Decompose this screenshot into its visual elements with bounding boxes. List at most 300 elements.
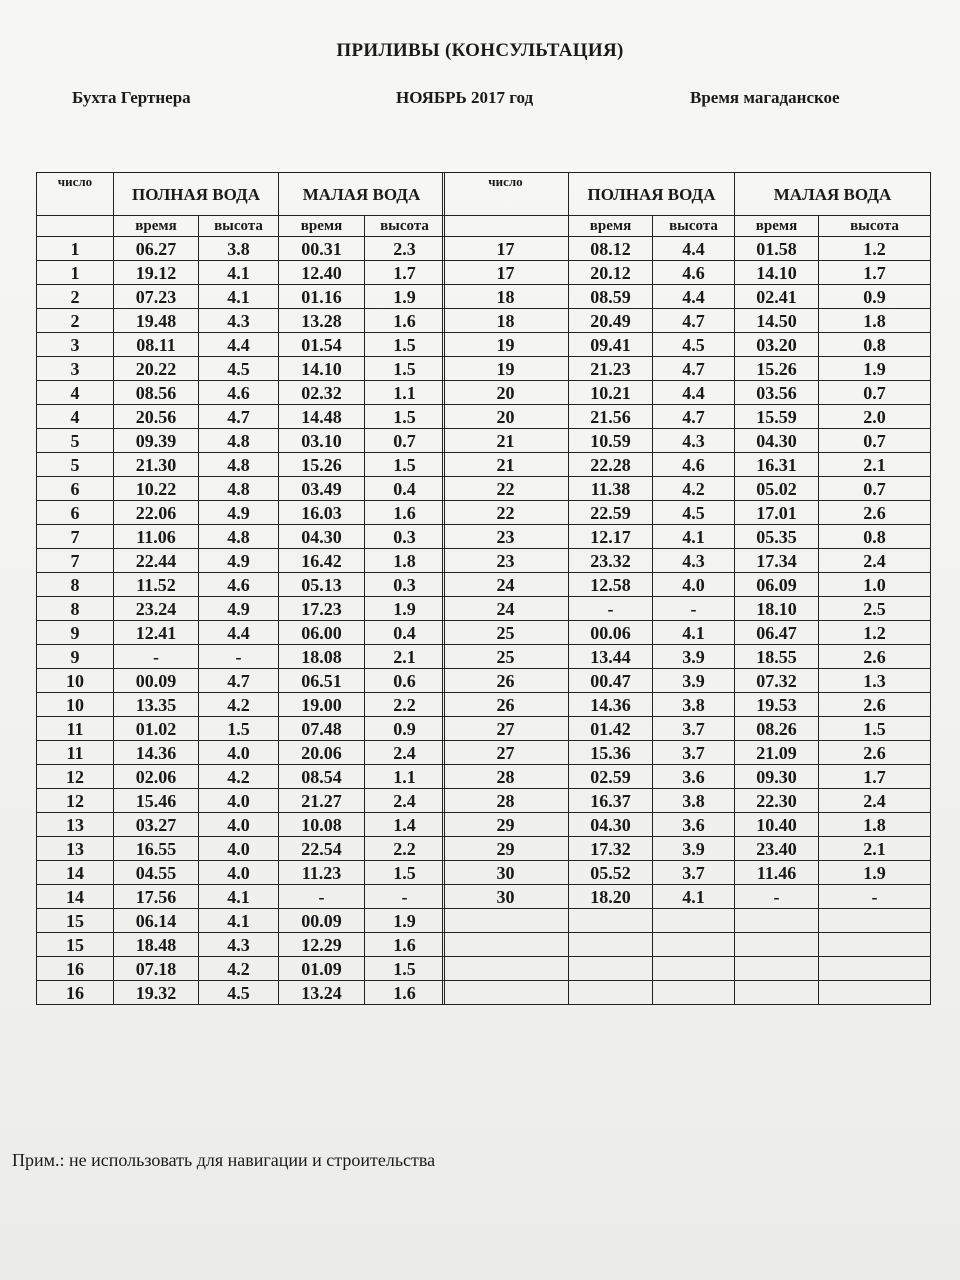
- low-time-cell: 19.53: [735, 693, 819, 717]
- table-row: [37, 837, 445, 861]
- low-time-cell: 06.47: [735, 621, 819, 645]
- low-time-cell: 08.54: [279, 765, 365, 789]
- high-height-cell: 4.0: [199, 861, 279, 885]
- day-cell: 10: [37, 693, 114, 717]
- day-cell: 3: [37, 357, 114, 381]
- day-cell: 9: [37, 621, 114, 645]
- low-height-cell: 2.0: [819, 405, 931, 429]
- table-row: [37, 525, 445, 549]
- low-time-cell: [735, 933, 819, 957]
- day-cell: [443, 933, 569, 957]
- table-row: [443, 813, 931, 837]
- high-time-cell: 20.49: [569, 309, 653, 333]
- low-height-cell: 1.6: [365, 933, 445, 957]
- day-cell: 6: [37, 477, 114, 501]
- timezone-label: Время магаданское: [690, 88, 840, 107]
- high-height-cell: 4.4: [199, 333, 279, 357]
- day-cell: 6: [37, 501, 114, 525]
- high-height-cell: 4.1: [653, 885, 735, 909]
- low-time-header: время: [279, 216, 365, 237]
- day-cell: 24: [443, 573, 569, 597]
- high-height-cell: [653, 933, 735, 957]
- period-label: НОЯБРЬ 2017 год: [396, 88, 534, 107]
- high-time-cell: 09.41: [569, 333, 653, 357]
- high-time-header: время: [569, 216, 653, 237]
- low-height-cell: 1.6: [365, 501, 445, 525]
- table-row: [443, 717, 931, 741]
- table-row: [37, 261, 445, 285]
- day-cell: 16: [37, 981, 114, 1005]
- low-height-cell: -: [819, 885, 931, 909]
- day-subheader: [37, 216, 114, 237]
- low-time-cell: 10.40: [735, 813, 819, 837]
- low-time-cell: 01.09: [279, 957, 365, 981]
- low-height-cell: 2.4: [365, 789, 445, 813]
- low-time-cell: 18.10: [735, 597, 819, 621]
- high-height-cell: 3.7: [653, 741, 735, 765]
- day-cell: 30: [443, 885, 569, 909]
- high-height-cell: [653, 909, 735, 933]
- day-cell: [443, 981, 569, 1005]
- low-time-cell: 07.32: [735, 669, 819, 693]
- high-water-header: ПОЛНАЯ ВОДА: [569, 173, 735, 216]
- high-time-cell: 00.06: [569, 621, 653, 645]
- high-height-cell: -: [199, 645, 279, 669]
- low-time-cell: 14.50: [735, 309, 819, 333]
- high-time-cell: 05.52: [569, 861, 653, 885]
- day-cell: [443, 909, 569, 933]
- low-height-cell: 1.5: [365, 957, 445, 981]
- table-row: [443, 525, 931, 549]
- high-height-cell: 4.8: [199, 525, 279, 549]
- table-row: [443, 645, 931, 669]
- high-time-cell: 08.11: [114, 333, 199, 357]
- table-row: [37, 741, 445, 765]
- high-height-cell: 4.0: [199, 741, 279, 765]
- high-time-header: время: [114, 216, 199, 237]
- high-height-cell: 4.1: [653, 621, 735, 645]
- low-time-cell: 04.30: [735, 429, 819, 453]
- day-cell: 11: [37, 717, 114, 741]
- day-cell: 25: [443, 621, 569, 645]
- high-time-cell: [569, 957, 653, 981]
- high-height-cell: 4.5: [653, 333, 735, 357]
- table-row: [443, 477, 931, 501]
- low-height-cell: 1.8: [819, 309, 931, 333]
- high-time-cell: 20.22: [114, 357, 199, 381]
- high-height-cell: 4.2: [199, 957, 279, 981]
- day-cell: 1: [37, 261, 114, 285]
- day-cell: 2: [37, 285, 114, 309]
- day-cell: 20: [443, 381, 569, 405]
- day-cell: 17: [443, 237, 569, 261]
- low-height-cell: 1.7: [365, 261, 445, 285]
- low-height-cell: 2.3: [365, 237, 445, 261]
- low-time-cell: [735, 909, 819, 933]
- day-cell: 13: [37, 837, 114, 861]
- table-row: [37, 909, 445, 933]
- low-time-cell: 16.42: [279, 549, 365, 573]
- table-row: [37, 981, 445, 1005]
- day-cell: 4: [37, 381, 114, 405]
- low-height-cell: 1.9: [819, 357, 931, 381]
- low-height-cell: 2.4: [819, 549, 931, 573]
- low-time-cell: 06.00: [279, 621, 365, 645]
- table-row: [37, 789, 445, 813]
- high-time-cell: 07.18: [114, 957, 199, 981]
- high-height-cell: 4.0: [653, 573, 735, 597]
- low-height-cell: 1.9: [365, 909, 445, 933]
- day-cell: 28: [443, 789, 569, 813]
- low-height-cell: 1.5: [365, 333, 445, 357]
- table-row: [37, 861, 445, 885]
- high-time-cell: 08.59: [569, 285, 653, 309]
- low-height-cell: 0.6: [365, 669, 445, 693]
- high-time-cell: 10.21: [569, 381, 653, 405]
- low-height-cell: 1.2: [819, 621, 931, 645]
- high-height-cell: 4.9: [199, 549, 279, 573]
- high-height-cell: 3.9: [653, 837, 735, 861]
- low-height-cell: 1.6: [365, 309, 445, 333]
- low-height-cell: 0.3: [365, 573, 445, 597]
- low-height-cell: 2.2: [365, 693, 445, 717]
- low-time-cell: 03.56: [735, 381, 819, 405]
- low-time-cell: 15.26: [735, 357, 819, 381]
- high-height-cell: 4.1: [199, 909, 279, 933]
- high-time-cell: 12.41: [114, 621, 199, 645]
- low-height-cell: 1.1: [365, 381, 445, 405]
- high-height-cell: 4.6: [199, 381, 279, 405]
- low-height-cell: 0.7: [365, 429, 445, 453]
- low-time-cell: 03.20: [735, 333, 819, 357]
- low-height-cell: [819, 933, 931, 957]
- low-time-cell: 22.54: [279, 837, 365, 861]
- low-height-cell: 0.4: [365, 621, 445, 645]
- table-row: [443, 789, 931, 813]
- low-time-cell: 13.24: [279, 981, 365, 1005]
- high-time-cell: 22.28: [569, 453, 653, 477]
- high-time-cell: 14.36: [569, 693, 653, 717]
- table-row: [37, 237, 445, 261]
- low-time-cell: 06.51: [279, 669, 365, 693]
- day-cell: 22: [443, 477, 569, 501]
- high-height-cell: 4.7: [653, 357, 735, 381]
- high-height-cell: 3.7: [653, 717, 735, 741]
- high-height-cell: 4.0: [199, 837, 279, 861]
- high-time-cell: 01.42: [569, 717, 653, 741]
- low-height-cell: 1.0: [819, 573, 931, 597]
- high-height-cell: 4.2: [199, 765, 279, 789]
- high-height-cell: 4.7: [199, 669, 279, 693]
- table-row: [37, 885, 445, 909]
- high-height-cell: 4.6: [653, 261, 735, 285]
- low-time-cell: 14.10: [735, 261, 819, 285]
- low-time-header: время: [735, 216, 819, 237]
- table-row: [443, 429, 931, 453]
- high-height-cell: 4.7: [199, 405, 279, 429]
- low-height-cell: 2.6: [819, 693, 931, 717]
- table-row: [37, 573, 445, 597]
- high-time-cell: 22.59: [569, 501, 653, 525]
- table-row: [443, 765, 931, 789]
- high-time-cell: 00.09: [114, 669, 199, 693]
- high-time-cell: 17.32: [569, 837, 653, 861]
- high-height-cell: 4.2: [199, 693, 279, 717]
- table-row: [443, 621, 931, 645]
- day-cell: 28: [443, 765, 569, 789]
- table-row: [443, 861, 931, 885]
- table-row: [37, 309, 445, 333]
- high-time-cell: 10.59: [569, 429, 653, 453]
- high-time-cell: 20.12: [569, 261, 653, 285]
- low-water-header: МАЛАЯ ВОДА: [735, 173, 931, 216]
- high-height-cell: 4.7: [653, 309, 735, 333]
- high-time-cell: [569, 909, 653, 933]
- high-height-cell: 4.5: [199, 981, 279, 1005]
- low-time-cell: -: [735, 885, 819, 909]
- day-cell: 11: [37, 741, 114, 765]
- high-height-cell: 4.8: [199, 477, 279, 501]
- low-time-cell: 16.31: [735, 453, 819, 477]
- low-height-cell: 1.8: [819, 813, 931, 837]
- low-time-cell: 04.30: [279, 525, 365, 549]
- high-height-cell: 1.5: [199, 717, 279, 741]
- low-time-cell: 01.54: [279, 333, 365, 357]
- low-water-header: МАЛАЯ ВОДА: [279, 173, 445, 216]
- table-row: [443, 453, 931, 477]
- high-time-cell: 22.06: [114, 501, 199, 525]
- low-height-cell: 1.9: [819, 861, 931, 885]
- high-height-header: высота: [653, 216, 735, 237]
- low-height-cell: [819, 909, 931, 933]
- high-time-cell: 19.12: [114, 261, 199, 285]
- low-time-cell: 00.31: [279, 237, 365, 261]
- day-cell: 16: [37, 957, 114, 981]
- low-time-cell: 17.23: [279, 597, 365, 621]
- low-height-cell: 2.1: [819, 837, 931, 861]
- high-time-cell: 11.06: [114, 525, 199, 549]
- location-label: Бухта Гертнера: [72, 88, 191, 107]
- high-time-cell: 06.27: [114, 237, 199, 261]
- high-height-cell: 3.8: [199, 237, 279, 261]
- low-time-cell: 11.23: [279, 861, 365, 885]
- day-cell: 13: [37, 813, 114, 837]
- day-cell: 29: [443, 813, 569, 837]
- low-time-cell: 12.29: [279, 933, 365, 957]
- low-time-cell: 21.27: [279, 789, 365, 813]
- high-height-cell: 4.9: [199, 597, 279, 621]
- low-time-cell: 08.26: [735, 717, 819, 741]
- high-time-cell: 17.56: [114, 885, 199, 909]
- low-height-header: высота: [365, 216, 445, 237]
- table-row: [443, 981, 931, 1005]
- table-row: [443, 837, 931, 861]
- high-height-cell: 4.5: [199, 357, 279, 381]
- table-row: [37, 933, 445, 957]
- high-time-cell: 14.36: [114, 741, 199, 765]
- day-cell: 8: [37, 573, 114, 597]
- high-time-cell: 18.48: [114, 933, 199, 957]
- day-cell: 12: [37, 789, 114, 813]
- day-cell: 8: [37, 597, 114, 621]
- low-time-cell: 17.01: [735, 501, 819, 525]
- high-height-cell: 4.4: [199, 621, 279, 645]
- high-time-cell: 20.56: [114, 405, 199, 429]
- day-cell: 10: [37, 669, 114, 693]
- day-cell: 27: [443, 717, 569, 741]
- high-time-cell: 13.35: [114, 693, 199, 717]
- table-row: [443, 957, 931, 981]
- day-column-header: число: [37, 173, 114, 216]
- low-time-cell: 21.09: [735, 741, 819, 765]
- day-cell: 7: [37, 549, 114, 573]
- low-time-cell: 16.03: [279, 501, 365, 525]
- low-time-cell: 13.28: [279, 309, 365, 333]
- high-height-cell: 4.8: [199, 453, 279, 477]
- table-row: [37, 453, 445, 477]
- high-height-cell: 3.6: [653, 813, 735, 837]
- low-time-cell: 15.59: [735, 405, 819, 429]
- low-height-cell: 1.7: [819, 261, 931, 285]
- high-height-header: высота: [199, 216, 279, 237]
- table-row: [443, 405, 931, 429]
- table-row: [443, 573, 931, 597]
- low-height-cell: 1.5: [365, 405, 445, 429]
- low-height-cell: 1.8: [365, 549, 445, 573]
- high-height-cell: 4.4: [653, 237, 735, 261]
- low-height-cell: 1.3: [819, 669, 931, 693]
- low-time-cell: 14.10: [279, 357, 365, 381]
- high-height-cell: 3.9: [653, 645, 735, 669]
- low-time-cell: 01.58: [735, 237, 819, 261]
- day-cell: 1: [37, 237, 114, 261]
- day-cell: 12: [37, 765, 114, 789]
- day-subheader: [443, 216, 569, 237]
- day-cell: 24: [443, 597, 569, 621]
- high-height-cell: 4.5: [653, 501, 735, 525]
- table-row: [37, 645, 445, 669]
- low-height-cell: 2.1: [365, 645, 445, 669]
- day-cell: 2: [37, 309, 114, 333]
- table-row: [443, 693, 931, 717]
- high-time-cell: 09.39: [114, 429, 199, 453]
- table-row: [37, 813, 445, 837]
- day-cell: 23: [443, 525, 569, 549]
- high-height-cell: 3.7: [653, 861, 735, 885]
- low-height-cell: 1.4: [365, 813, 445, 837]
- low-time-cell: 10.08: [279, 813, 365, 837]
- high-height-cell: 4.0: [199, 813, 279, 837]
- table-row: [443, 933, 931, 957]
- low-height-cell: 1.1: [365, 765, 445, 789]
- high-time-cell: 07.23: [114, 285, 199, 309]
- high-height-cell: 4.3: [199, 933, 279, 957]
- low-height-cell: 1.5: [819, 717, 931, 741]
- low-time-cell: 05.13: [279, 573, 365, 597]
- day-cell: 21: [443, 429, 569, 453]
- high-time-cell: 22.44: [114, 549, 199, 573]
- high-time-cell: [569, 981, 653, 1005]
- high-time-cell: 13.44: [569, 645, 653, 669]
- low-time-cell: 06.09: [735, 573, 819, 597]
- low-height-cell: [819, 957, 931, 981]
- high-time-cell: -: [114, 645, 199, 669]
- low-time-cell: 03.10: [279, 429, 365, 453]
- low-height-cell: 2.4: [819, 789, 931, 813]
- high-height-cell: 4.7: [653, 405, 735, 429]
- table-row: [37, 621, 445, 645]
- low-height-cell: 2.6: [819, 501, 931, 525]
- table-row: [37, 957, 445, 981]
- low-time-cell: 23.40: [735, 837, 819, 861]
- footnote: Прим.: не использовать для навигации и строительства: [12, 1150, 436, 1170]
- table-row: [443, 285, 931, 309]
- table-row: [37, 717, 445, 741]
- high-time-cell: 04.30: [569, 813, 653, 837]
- high-time-cell: 00.47: [569, 669, 653, 693]
- table-row: [443, 381, 931, 405]
- low-time-cell: 02.32: [279, 381, 365, 405]
- low-time-cell: 22.30: [735, 789, 819, 813]
- high-time-cell: 01.02: [114, 717, 199, 741]
- day-cell: 9: [37, 645, 114, 669]
- table-row: [443, 261, 931, 285]
- table-row: [443, 333, 931, 357]
- table-row: [37, 477, 445, 501]
- day-cell: 18: [443, 285, 569, 309]
- high-time-cell: 18.20: [569, 885, 653, 909]
- tide-table-left: [36, 172, 445, 1005]
- day-column-header: число: [443, 173, 569, 216]
- low-height-cell: 0.8: [819, 525, 931, 549]
- low-height-cell: 2.2: [365, 837, 445, 861]
- day-cell: 4: [37, 405, 114, 429]
- document-title: ПРИЛИВЫ (КОНСУЛЬТАЦИЯ): [336, 40, 624, 61]
- high-height-cell: -: [653, 597, 735, 621]
- high-water-header: ПОЛНАЯ ВОДА: [114, 173, 279, 216]
- low-height-cell: 1.5: [365, 453, 445, 477]
- day-cell: 23: [443, 549, 569, 573]
- table-row: [37, 765, 445, 789]
- low-time-cell: 15.26: [279, 453, 365, 477]
- high-height-cell: 4.1: [199, 885, 279, 909]
- high-height-cell: 4.6: [199, 573, 279, 597]
- low-height-cell: 0.9: [819, 285, 931, 309]
- day-cell: [443, 957, 569, 981]
- low-time-cell: 14.48: [279, 405, 365, 429]
- low-height-cell: 1.9: [365, 597, 445, 621]
- day-cell: 5: [37, 453, 114, 477]
- day-cell: 26: [443, 693, 569, 717]
- low-height-cell: 1.5: [365, 357, 445, 381]
- high-time-cell: 11.38: [569, 477, 653, 501]
- high-time-cell: 02.06: [114, 765, 199, 789]
- day-cell: 7: [37, 525, 114, 549]
- day-cell: 20: [443, 405, 569, 429]
- low-height-cell: 0.7: [819, 429, 931, 453]
- low-height-cell: 2.4: [365, 741, 445, 765]
- high-height-cell: 4.1: [199, 285, 279, 309]
- table-row: [443, 597, 931, 621]
- low-height-cell: [819, 981, 931, 1005]
- high-height-cell: 4.2: [653, 477, 735, 501]
- table-row: [37, 501, 445, 525]
- table-row: [37, 405, 445, 429]
- low-time-cell: [735, 981, 819, 1005]
- high-time-cell: 16.55: [114, 837, 199, 861]
- table-row: [443, 357, 931, 381]
- low-height-cell: 1.9: [365, 285, 445, 309]
